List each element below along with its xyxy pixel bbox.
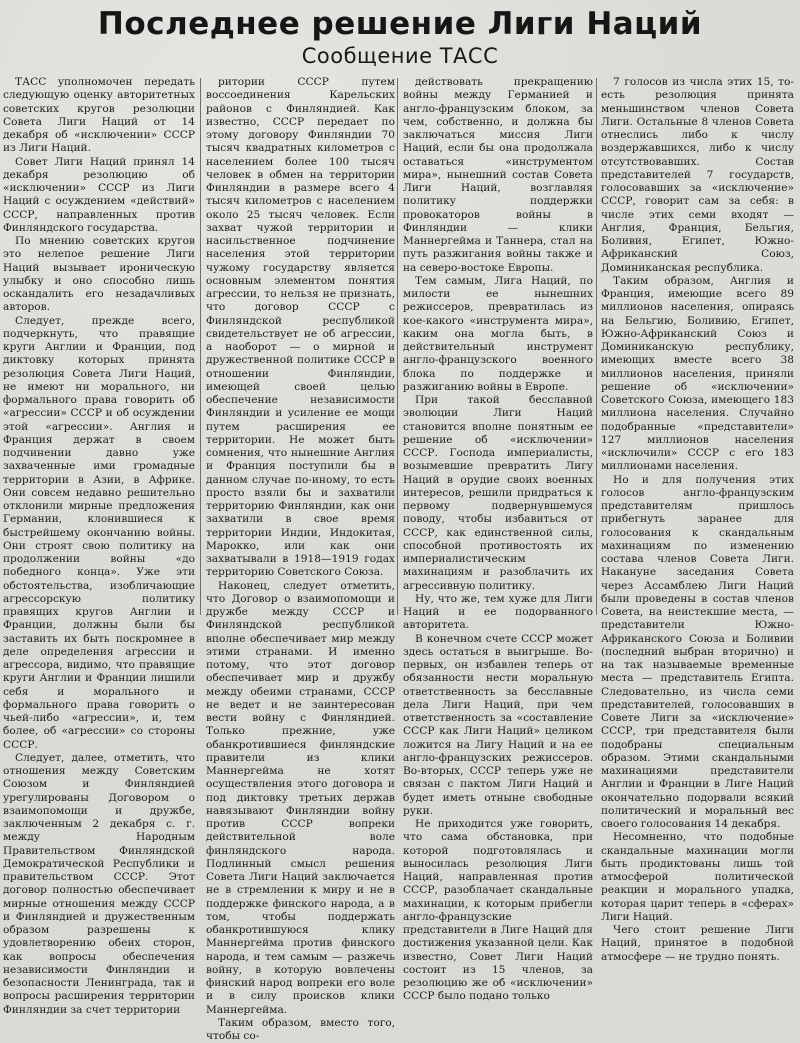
paragraph: Следует, прежде всего, подчеркнуть, что правящие круги Англии и Франции, под диктовку которых принята резолюция Совета Лиги Наций, не имеют ни морального, ни формального права говорить об «агрессии» СССР и об осуждении этой «агрессии». Англия и Франция держат в своем подчинении давно уже захваченные ими громадные территории в Азии, в Африке. Они совсем недавно решительно отклонили мирные предложения Германии, клонившиеся к быстрейшему окончанию войны. Они строят свою политику на продолжении войны «до победного конца». Уже эти обстоятельства, изобличающие агрессорскую политику правящих кругов Англии и Франции, должны были бы заставить их быть поскромнее в деле определения агрессии и агрессора, видимо, что правящие круги Англии и Франции лишили себя и морального и формального права говорить о чьей-либо «агрессии», и, тем более, об «агрессии» со стороны СССР. xyxy=(3,314,195,751)
paragraph: Ну, что же, тем хуже для Лиги Наций и ее подорванного авторитета. xyxy=(403,592,593,632)
paragraph: Несомненно, что подобные скандальные махинации могли быть продиктованы лишь той атмосферой политической реакции и морального упадка, которая царит теперь в «сферах» Лиги Наций. xyxy=(601,831,794,923)
paragraph: Наконец, следует отметить, что Договор о взаимопомощи и дружбе между СССР и Финляндской республикой вполне обеспечивает мир между этими странами. И именно потому, что этот договор обеспечивает мир и дружбу между обеими странами, СССР не ведет и не заинтересован вести войну с Финляндией. Только прежние, уже обанкротившиеся финляндские правители из клики Маннергейма не хотят осуществления этого договора и под диктовку третьих держав навязывают Финляндии войну против СССР вопреки действительной воле финляндского народа. Подлинный смысл решения Совета Лиги Наций заключается не в стремлении к миру и не в поддержке финского народа, а в том, чтобы поддержать обанкротившуюся клику Маннергейма против финского народа, и тем самым — разжечь войну, в которую вовлечены финский народ вопреки его воле и в силу происков клики Маннергейма. xyxy=(206,579,395,1016)
paragraph: Совет Лиги Наций принял 14 декабря резолюцию об «исключении» СССР из Лиги Наций с осуждением «действий» СССР, направленных против Финляндского государства. xyxy=(3,155,195,234)
column-2 xyxy=(206,76,395,1042)
paragraph: Тем самым, Лига Наций, по милости ее нынешних режиссеров, превратилась из кое-какого «инструмента мира», каким она могла быть, в действительный инструмент англо-французского военного блока по поддержке и разжиганию войны в Европе. xyxy=(403,274,593,393)
paragraph: Но и для получения этих голосов англо-французским представителям пришлось прибегнуть заранее для голосования к скандальным махинациям по изменению состава членов Совета Лиги. Накануне заседания Совета через Ассамблею Лиги Наций были проведены в состав членов Совета, на неистекшие места, — представители Южно-Африканского Союза и Боливии (последний выбран вторично) и на так называемые временные места — представитель Египта. Следовательно, из числа семи представителей, голосовавших в Совете Лиги за «исключение» СССР, три представителя были подобраны специальным образом. Этими скандальными махинациями представители Англии и Франции в Лиге Наций окончательно подорвали всякий политический и моральный вес своего голосования 14 декабря. xyxy=(601,473,794,830)
paragraph: Таким образом, Англия и Франция, имеющие всего 89 миллионов населения, опираясь на Бельгию, Боливию, Египет, Южно-Африканский Союз и Доминиканскую республику, имеющих вместе всего 38 миллионов населения, приняли решение об «исключении» Советского Союза, имеющего 183 миллиона населения. Случайно подобранные «представители» 127 миллионов населения «исключили» СССР с его 183 миллионами населения. xyxy=(601,274,794,473)
subheadline: Сообщение ТАСС xyxy=(301,44,499,68)
paragraph: Следует, далее, отметить, что отношения между Советским Союзом и Финляндией урегулированы Договором о взаимопомощи и дружбе, заключенным 2 декабря с. г. между Народным Правительством Финляндской Демократической Республики и правительством СССР. Этот договор полностью обеспечивает мирные отношения между СССР и Финляндией и дружественным образом разрешены к удовлетворению обеих сторон, как вопросы обеспечения независимости Финляндии и безопасности Ленинграда, так и вопросы расширения территории Финляндии за счет территории xyxy=(3,751,195,1016)
headline: Последнее решение Лиги Наций xyxy=(97,6,703,42)
paragraph: ритории СССР путем воссоединения Карельских районов с Финляндией. Как известно, СССР передает по этому договору Финляндии 70 тысяч квадратных километров с населением более 100 тысяч человек в обмен на территории Финляндии в размере всего 4 тысяч километров с населением около 25 тысяч человек. Если захват чужой территории и насильственное подчинение населения этой территории чужому государству является основным элементом понятия агрессии, то нельзя не признать, что договор СССР с Финляндской республикой свидетельствует не об агрессии, а наоборот — о мирной и дружественной политике СССР в отношении Финляндии, имеющей своей целью обеспечение независимости Финляндии и усиление ее мощи путем расширения ее территории. Не может быть сомнения, что нынешние Англия и Франция поступили бы в данном случае по-иному, то есть просто взяли бы и захватили территорию Финляндии, как они захватили в свое время территории Индии, Индокитая, Марокко, или как они захватывали в 1918—1919 годах территорию Советского Союза. xyxy=(206,76,395,579)
paragraph: Чего стоит решение Лиги Наций, принятое в подобной атмосфере — не трудно понять. xyxy=(601,924,794,963)
paragraph: действовать прекращению войны между Германией и англо-французским блоком, за чем, собственно, и должна бы заключаться миссия Лиги Наций, если бы она продолжала оставаться «инструментом мира», нынешний состав Совета Лиги Наций, возглавляя политику поддержки провокаторов войны в Финляндии — клики Маннергейма и Таннера, стал на путь разжигания войны также и на северо-востоке Европы. xyxy=(403,76,593,274)
paragraph: По мнению советских кругов это нелепое решение Лиги Наций вызывает ироническую улыбку и оно способно лишь оскандалить его незадачливых авторов. xyxy=(3,235,195,314)
paragraph: Таким образом, вместо того, чтобы со- xyxy=(206,1016,395,1042)
paragraph: При такой бесславной эволюции Лиги Наций становится вполне понятным ее решение об «исключении» СССР. Господа империалисты, возымевшие превратить Лигу Наций в орудие своих военных интересов, решили придраться к первому подвернувшемуся поводу, чтобы избавиться от СССР, как единственной силы, способной противостоять их империалистическим махинациям и разоблачить их агрессивную политику. xyxy=(403,394,593,592)
paragraph: 7 голосов из числа этих 15, то-есть резолюция принята меньшинством членов Совета Лиги. Остальные 8 членов Совета отнеслись либо к числу воздержавшихся, либо к числу отсутствовавших. Состав представителей 7 государств, голосовавших за «исключение» СССР, говорит сам за себя: в числе этих семи входят — Англия, Франция, Бельгия, Боливия, Египет, Южно-Африканский Союз, Доминиканская республика. xyxy=(601,76,794,274)
paragraph: В конечном счете СССР может здесь остаться в выигрыше. Во-первых, он избавлен теперь от обязанности нести моральную ответственность за бесславные дела Лиги Наций, при чем ответственность за «составление СССР как Лиги Наций» целиком ложится на Лигу Наций и на ее англо-французских режиссеров. Во-вторых, СССР теперь уже не связан с пактом Лиги Наций и будет иметь отныне свободные руки. xyxy=(403,632,593,817)
column-4 xyxy=(601,76,794,963)
article-body xyxy=(3,76,798,1042)
paragraph: Не приходится уже говорить, что сама обстановка, при которой подготовлялась и выносилась резолюция Лиги Наций, направленная против СССР, разоблачает скандальные махинации, к которым прибегли англо-французские представители в Лиге Наций для достижения указанной цели. Как известно, Совет Лиги Наций состоит из 15 членов, за резолюцию же об «исключении» СССР было подано только xyxy=(403,818,593,1003)
column-3 xyxy=(403,76,593,1003)
column-1 xyxy=(3,76,195,1016)
paragraph: ТАСС уполномочен передать следующую оценку авторитетных советских кругов резолюции Совета Лиги Наций от 14 декабря об «исключении» СССР из Лиги Наций. xyxy=(3,76,195,155)
